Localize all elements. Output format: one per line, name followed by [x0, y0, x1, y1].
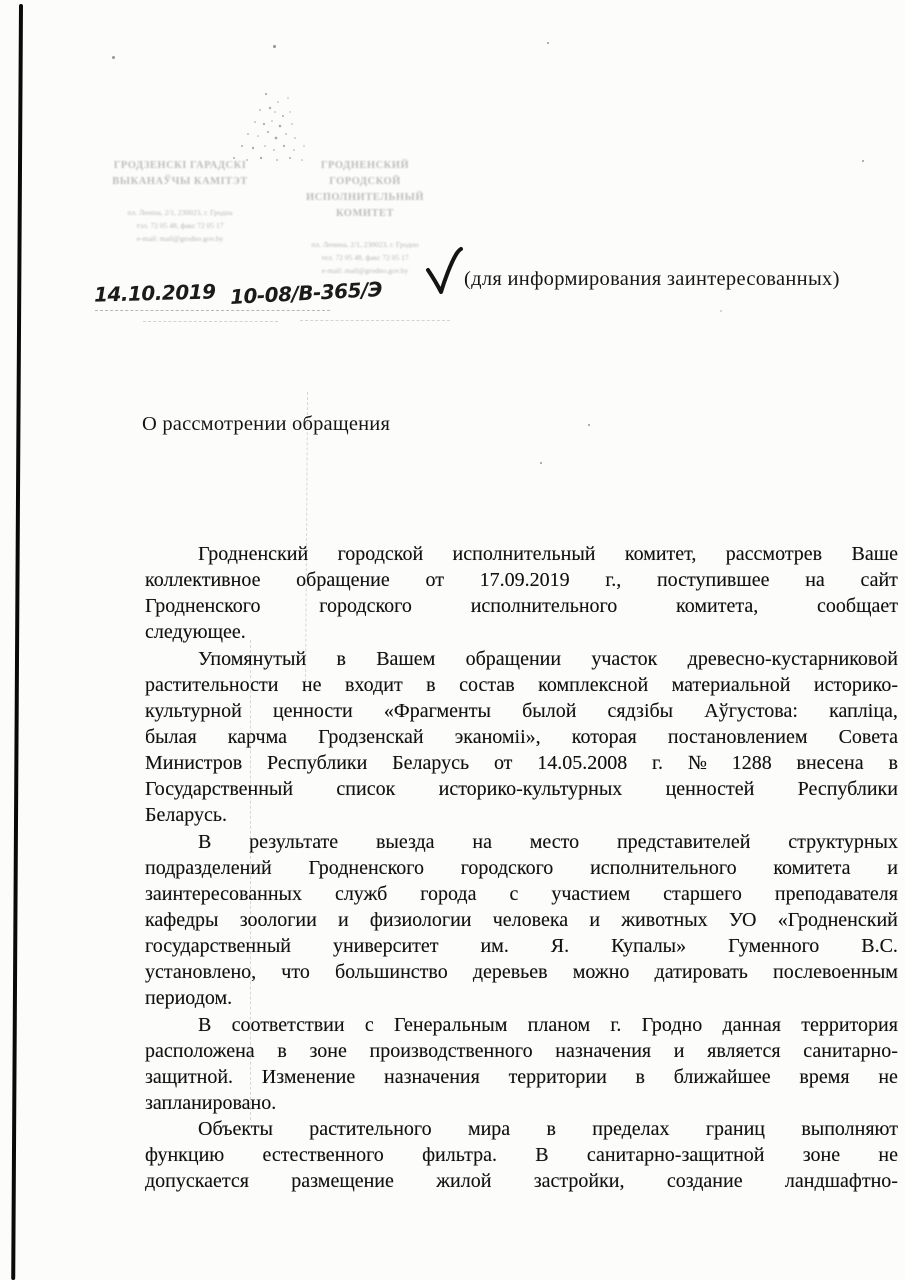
body-line: В соответствии с Генеральным планом г. Гродно данная территория [198, 1013, 898, 1036]
body-line: Гродненский городской исполнительный комитет, рассмотрев Ваше [198, 543, 898, 565]
letterhead-left-column [100, 158, 260, 277]
scan-speck [862, 160, 864, 162]
letterhead-right-address-line: пл. Ленина, 2/1, 230023, г. Гродно [311, 240, 419, 249]
body-line: Объекты растительного мира в пределах границ выполняют [198, 1118, 898, 1141]
scan-edge-line [11, 4, 22, 1280]
body-line: защитной. Изменение назначения территории в ближайшее время не [145, 1065, 898, 1088]
scan-speck [588, 424, 590, 426]
letterhead-left-org-line: ВЫКАНАЎЧЫ КАМІТЭТ [112, 176, 248, 187]
body-line: кафедры зоологии и физиологии человека и животных УО «Гродненский [145, 908, 898, 931]
scan-speck [540, 462, 542, 464]
letterhead-right-org-line: ИСПОЛНИТЕЛЬНЫЙ КОМИТЕТ [306, 192, 424, 219]
subject-line: О рассмотрении обращения [142, 413, 391, 435]
fold-crease [250, 640, 251, 1120]
checkmark-icon [424, 246, 466, 303]
body-line: периодом. [145, 987, 233, 1010]
body-line: следующее. [145, 621, 246, 644]
form-underline [95, 310, 330, 311]
form-underline-faint [300, 320, 450, 321]
letterhead-left-address-line: пл. Леніна, 2/1, 230023, г. Гродна [127, 208, 233, 217]
letterhead-right-address-line: тел. 72 05 48, факс 72 05 17 [321, 253, 409, 262]
body-line: допускается размещение жилой застройки, создание ландшафтно- [145, 1170, 898, 1193]
distribution-note: (для информирования заинтересованных) [464, 268, 840, 290]
scan-speck [720, 310, 722, 312]
scan-speck [273, 45, 276, 48]
body-line: функцию естественного фильтра. В санитарно-защитной зоне не [145, 1144, 898, 1167]
body-text [145, 541, 898, 1195]
body-line: расположена в зоне производственного назначения и является санитарно- [145, 1039, 898, 1062]
letterhead-right-column [285, 158, 445, 277]
scan-speck [547, 42, 549, 44]
body-line: заинтересованных служб города с участием старшего преподавателя [145, 882, 898, 905]
body-line: растительности не входит в состав комплексной материальной историко- [145, 673, 898, 696]
letterhead-right-address-line: e-mail: mail@grodno.gov.by [321, 266, 409, 275]
registration-number: 10-08/В-365/Э [229, 277, 383, 309]
letterhead [100, 158, 445, 277]
emblem-speckles-icon [220, 88, 320, 166]
body-line: Министров Республики Беларусь от 14.05.2008 г. № 1288 внесена в [145, 752, 898, 775]
body-line: Беларусь. [145, 804, 227, 827]
body-line: былая карчма Гродзенскай эканоміі», которая постановлением Совета [145, 725, 898, 748]
body-line: подразделений Гродненского городского исполнительного комитета и [145, 856, 898, 879]
body-line: Государственный список историко-культурных ценностей Республики [145, 778, 898, 801]
body-line: Гродненского городского исполнительного комитета, сообщает [145, 595, 898, 618]
letterhead-right-org-line: ГРОДНЕНСКИЙ ГОРОДСКОЙ [320, 160, 410, 187]
body-line: государственный университет им. Я. Купалы» Гуменного В.С. [145, 935, 898, 958]
body-line: В результате выезда на место представителей структурных [198, 830, 898, 853]
registration-line [93, 277, 383, 309]
letterhead-left-org-line: ГРОДЗЕНСКІ ГАРАДСКІ [113, 160, 247, 171]
body-line: Упомянутый в Вашем обращении участок древесно-кустарниковой [198, 647, 898, 670]
form-underline-faint [143, 321, 278, 322]
registration-date: 14.10.2019 [93, 279, 216, 307]
body-line: коллективное обращение от 17.09.2019 г., поступившее на сайт [145, 569, 898, 592]
scan-speck [112, 56, 115, 59]
letterhead-left-address-line: e-mail: mail@grodno.gov.by [136, 234, 224, 243]
body-line: культурной ценности «Фрагменты былой сядзібы Аўгустова: капліца, [145, 699, 898, 722]
body-line: запланировано. [145, 1091, 277, 1114]
letterhead-left-address-line: тэл. 72 05 48, факс 72 05 17 [136, 221, 224, 230]
body-line: установлено, что большинство деревьев можно датировать послевоенным [145, 961, 898, 984]
